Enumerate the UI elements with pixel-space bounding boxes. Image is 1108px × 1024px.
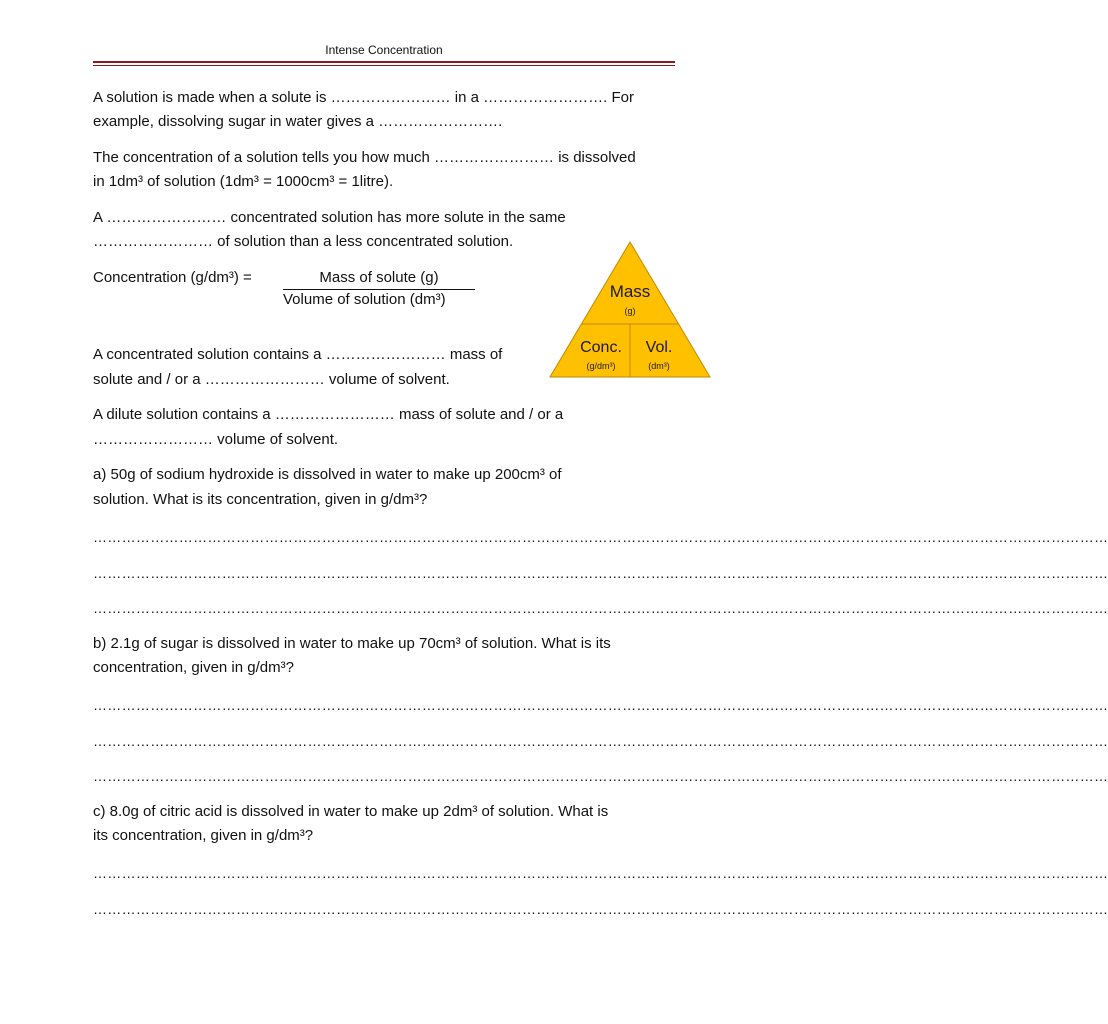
answer-line-a3[interactable]: …………………………………………………………………………………………………………………………………………………………………………………………… (93, 600, 1108, 616)
answer-line-c1[interactable]: …………………………………………………………………………………………………………………………………………………………………………………………… (93, 865, 1108, 881)
triangle-vol-label: Vol. (645, 339, 673, 356)
formula-numerator: Mass of solute (g) (283, 267, 475, 290)
paragraph-dilute-line1: A dilute solution contains a …………………… mass of solute and / or a (93, 406, 564, 423)
paragraph-comparison-line1: A …………………… concentrated solution has more solute in the same (93, 209, 566, 226)
header-rule-thick (93, 61, 675, 63)
answer-line-b3[interactable]: …………………………………………………………………………………………………………………………………………………………………………………………… (93, 768, 1108, 784)
triangle-conc-unit: (g/dm³) (586, 361, 616, 371)
question-b-line2: concentration, given in g/dm³? (93, 659, 294, 676)
triangle-conc-label: Conc. (580, 339, 622, 356)
formula-triangle (548, 240, 712, 380)
answer-line-c2[interactable]: …………………………………………………………………………………………………………………………………………………………………………………………… (93, 901, 1108, 917)
answer-line-b1[interactable]: …………………………………………………………………………………………………………………………………………………………………………………………… (93, 697, 1108, 713)
answer-line-b2[interactable]: …………………………………………………………………………………………………………………………………………………………………………………………… (93, 733, 1108, 749)
paragraph-concentrated-line2: solute and / or a …………………… volume of solvent. (93, 371, 450, 388)
triangle-vol-unit: (dm³) (648, 361, 670, 371)
paragraph-dilute-line2: …………………… volume of solvent. (93, 431, 339, 448)
triangle-mass-label: Mass (609, 282, 651, 301)
triangle-mass-unit: (g) (624, 306, 636, 316)
question-a-line2: solution. What is its concentration, given in g/dm³? (93, 491, 428, 508)
paragraph-solution-line1: A solution is made when a solute is …………………… in a ……………………. For (93, 89, 634, 106)
question-b-line1: b) 2.1g of sugar is dissolved in water to make up 70cm³ of solution. What is its (93, 635, 611, 652)
formula-denominator: Volume of solution (dm³) (283, 291, 446, 308)
paragraph-concentration-line1: The concentration of a solution tells you how much …………………… is dissolved (93, 149, 636, 166)
paragraph-concentrated-line1: A concentrated solution contains a …………………… mass of (93, 346, 503, 363)
question-c-line1: c) 8.0g of citric acid is dissolved in water to make up 2dm³ of solution. What is (93, 803, 609, 820)
page-header-title: Intense Concentration (325, 43, 443, 57)
paragraph-concentration-line2: in 1dm³ of solution (1dm³ = 1000cm³ = 1litre). (93, 173, 394, 190)
answer-line-a1[interactable]: …………………………………………………………………………………………………………………………………………………………………………………………… (93, 529, 1108, 545)
paragraph-comparison-line2: …………………… of solution than a less concentrated solution. (93, 233, 514, 250)
header-rule-thin (93, 65, 675, 66)
formula-left-side: Concentration (g/dm³) = (93, 269, 252, 286)
answer-line-a2[interactable]: …………………………………………………………………………………………………………………………………………………………………………………………… (93, 565, 1108, 581)
paragraph-solution-line2: example, dissolving sugar in water gives a ……………………. (93, 113, 503, 130)
question-c-line2: its concentration, given in g/dm³? (93, 827, 314, 844)
question-a-line1: a) 50g of sodium hydroxide is dissolved in water to make up 200cm³ of (93, 466, 562, 483)
